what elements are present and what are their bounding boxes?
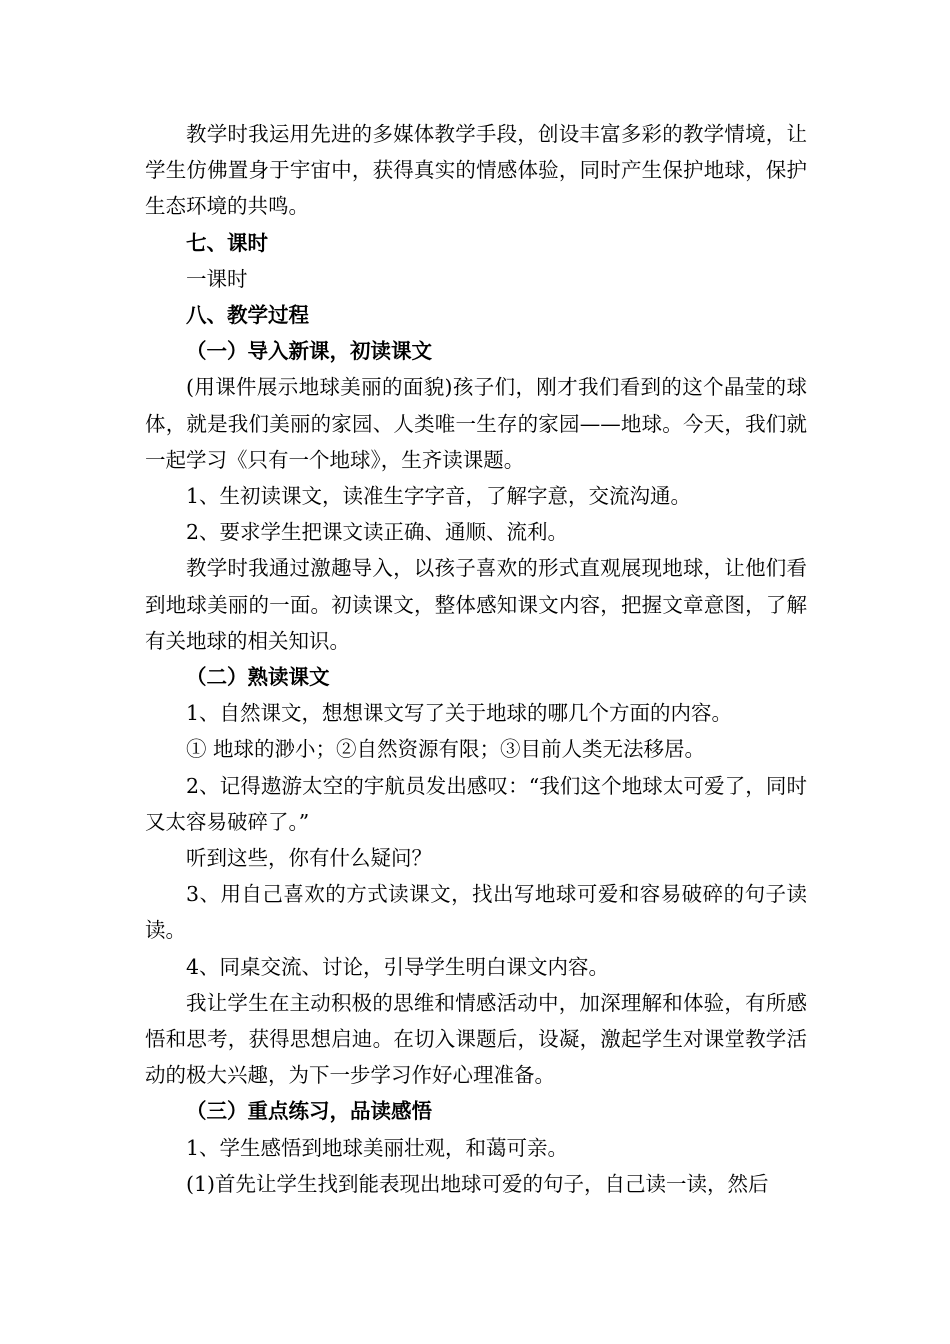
paragraph-one-lesson: 一课时	[186, 266, 248, 291]
heading-teaching-process: 八、教学过程	[186, 303, 309, 328]
list-item-1: 1、生初读课文，读准生字字音，了解字意，交流沟通。	[186, 484, 692, 509]
list-item-astronaut-quote: 2、记得遨游太空的宇航员发出感叹：“我们这个地球太可爱了，同时又太容易破碎了。”	[145, 773, 807, 834]
subheading-key-practice: （三）重点练习，品读感悟	[186, 1099, 432, 1124]
list-item-2: 2、要求学生把课文读正确、通顺、流利。	[186, 520, 569, 545]
document-page	[145, 116, 807, 1202]
subheading-introduction: （一）导入新课，初读课文	[186, 339, 432, 364]
list-item-deskmate-discussion: 4、同桌交流、讨论，引导学生明白课文内容。	[186, 954, 610, 979]
paragraph-active-thinking: 我让学生在主动积极的思维和情感活动中，加深理解和体验，有所感悟和思考，获得思想启迪。在切入课题后，设凝，激起学生对课堂教学活动的极大兴趣，为下一步学习作好心理准备。	[145, 990, 807, 1088]
paragraph-intro-multimedia: 教学时我运用先进的多媒体教学手段，创设丰富多彩的教学情境，让学生仿佛置身于宇宙中，获得真实的情感体验，同时产生保护地球，保护生态环境的共鸣。	[145, 122, 807, 219]
list-item-three-points: ① 地球的渺小；②自然资源有限；③目前人类无法移居。	[186, 737, 706, 762]
subheading-familiar-reading: （二）熟读课文	[186, 665, 330, 690]
list-item-natural-text: 1、自然课文，想想课文写了关于地球的哪几个方面的内容。	[186, 701, 733, 726]
paragraph-question: 听到这些，你有什么疑问？	[186, 846, 432, 871]
paragraph-courseware: (用课件展示地球美丽的面貌)孩子们，刚才我们看到的这个晶莹的球体，就是我们美丽的家园、人类唯一生存的家园——地球。今天，我们就一起学习《只有一个地球》，生齐读课题。	[145, 375, 807, 472]
list-item-earth-beautiful: 1、学生感悟到地球美丽壮观，和蔼可亲。	[186, 1135, 569, 1160]
list-item-find-sentences: (1)首先让学生找到能表现出地球可爱的句子，自己读一读，然后	[186, 1171, 769, 1196]
list-item-read-favorite-way: 3、用自己喜欢的方式读课文，找出写地球可爱和容易破碎的句子读读。	[145, 882, 807, 943]
heading-lesson-hours: 七、课时	[186, 230, 268, 255]
paragraph-interest-intro: 教学时我通过激趣导入，以孩子喜欢的形式直观展现地球，让他们看到地球美丽的一面。初读课文，整体感知课文内容，把握文章意图，了解有关地球的相关知识。	[145, 556, 807, 653]
